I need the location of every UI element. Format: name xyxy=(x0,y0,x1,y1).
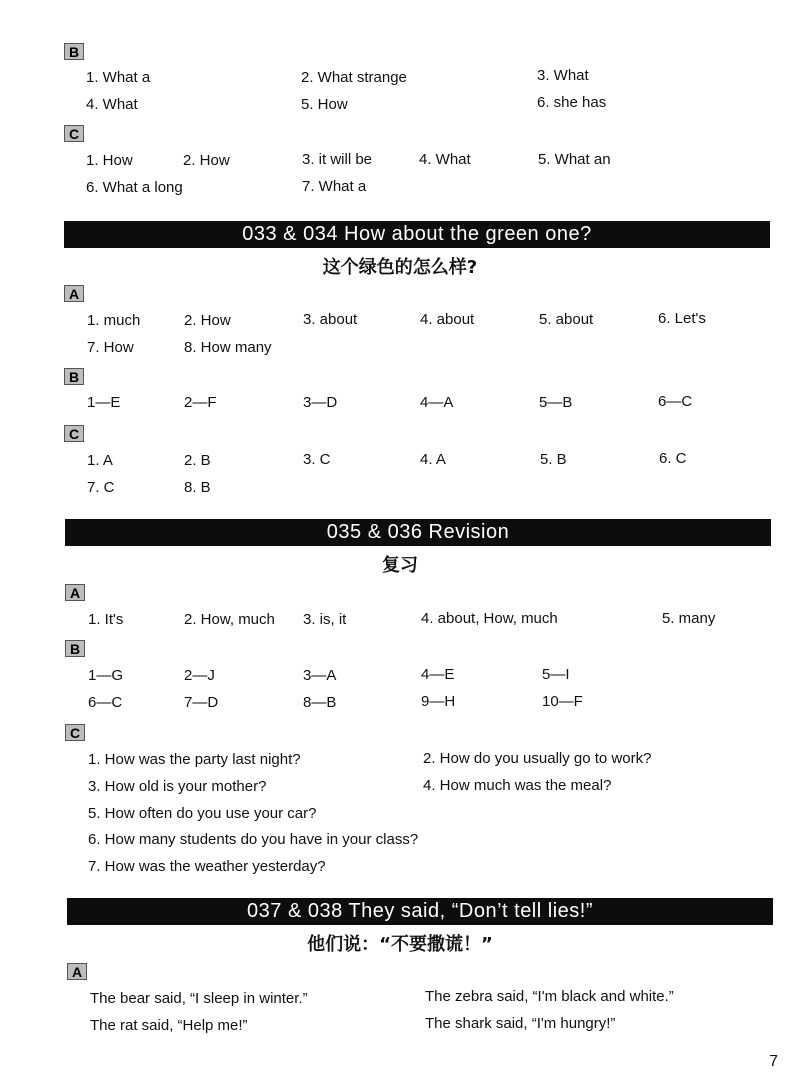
answer-item: 6. she has xyxy=(537,94,607,111)
answer-item: 4. How much was the meal? xyxy=(423,777,612,794)
answer-item: 1. What a xyxy=(86,69,151,86)
answer-item: 5. many xyxy=(662,610,716,627)
answer-item: 1. A xyxy=(87,452,113,469)
answer-item: The zebra said, “I'm black and white.” xyxy=(425,988,674,1005)
answer-item: 7—D xyxy=(184,694,219,711)
lesson-subtitle: 复习 xyxy=(382,555,418,576)
answer-item: 4—A xyxy=(420,394,454,411)
lesson-subtitle: 他们说：“不要撒谎！” xyxy=(307,934,493,955)
answer-item: 2. How xyxy=(184,312,231,329)
answer-item: 5. about xyxy=(539,311,594,328)
answer-item: 9—H xyxy=(421,693,456,710)
answer-item: 1. How xyxy=(86,152,133,169)
lesson-title-bar: 035 & 036 Revision xyxy=(65,519,771,546)
answer-item: 7. C xyxy=(87,479,115,496)
answer-item: 2—F xyxy=(184,394,217,411)
answer-item: 5. How xyxy=(301,96,348,113)
section-b-label: B xyxy=(64,368,84,385)
answer-item: The shark said, “I'm hungry!” xyxy=(425,1015,616,1032)
answer-item: 4. about, How, much xyxy=(421,610,558,627)
answer-item: 1. It's xyxy=(88,611,124,628)
answer-item: 4. What xyxy=(86,96,138,113)
section-c-label: C xyxy=(65,724,85,741)
answer-item: 3. What xyxy=(537,67,589,84)
answer-item: 10—F xyxy=(542,693,583,710)
answer-item: 2. What strange xyxy=(301,69,407,86)
answer-item: 5. How often do you use your car? xyxy=(88,805,317,822)
answer-item: 3. C xyxy=(303,451,331,468)
answer-item: 5—B xyxy=(539,394,573,411)
answer-item: The bear said, “I sleep in winter.” xyxy=(90,990,308,1007)
answer-item: 6—C xyxy=(658,393,693,410)
answer-item: 1. much xyxy=(87,312,141,329)
lesson-subtitle: 这个绿色的怎么样? xyxy=(322,257,478,278)
answer-item: 4—E xyxy=(421,666,455,683)
answer-item: The rat said, “Help me!” xyxy=(90,1017,248,1034)
answer-item: 3—A xyxy=(303,667,337,684)
answer-item: 6. What a long xyxy=(86,179,183,196)
lesson-title-bar: 033 & 034 How about the green one? xyxy=(64,221,770,248)
answer-item: 5—I xyxy=(542,666,570,683)
section-c-label: C xyxy=(64,425,84,442)
answer-item: 3. is, it xyxy=(303,611,347,628)
section-a-label: A xyxy=(67,963,87,980)
answer-item: 8. How many xyxy=(184,339,272,356)
answer-item: 1—G xyxy=(88,667,124,684)
answer-item: 7. What a xyxy=(302,178,367,195)
page-number: 7 xyxy=(769,1053,778,1070)
section-b-label: B xyxy=(65,640,85,657)
answer-item: 6. C xyxy=(659,450,687,467)
answer-item: 5. What an xyxy=(538,151,611,168)
answer-item: 2—J xyxy=(184,667,215,684)
section-b-label: B xyxy=(64,43,84,60)
answer-item: 3. How old is your mother? xyxy=(88,778,267,795)
answer-item: 2. B xyxy=(184,452,211,469)
answer-item: 6. Let's xyxy=(658,310,706,327)
section-a-label: A xyxy=(65,584,85,601)
section-a-label: A xyxy=(64,285,84,302)
answer-item: 2. How do you usually go to work? xyxy=(423,750,652,767)
answer-item: 3. it will be xyxy=(302,151,373,168)
section-c-label: C xyxy=(64,125,84,142)
answer-item: 3—D xyxy=(303,394,338,411)
answer-item: 8—B xyxy=(303,694,337,711)
answer-item: 6. How many students do you have in your class? xyxy=(88,831,419,848)
answer-item: 4. What xyxy=(419,151,471,168)
answer-item: 2. How, much xyxy=(184,611,275,628)
answer-item: 7. How xyxy=(87,339,134,356)
answer-item: 6—C xyxy=(88,694,123,711)
answer-item: 8. B xyxy=(184,479,211,496)
answer-item: 2. How xyxy=(183,152,230,169)
answer-item: 4. about xyxy=(420,311,475,328)
answer-item: 3. about xyxy=(303,311,358,328)
answer-item: 4. A xyxy=(420,451,446,468)
answer-item: 5. B xyxy=(540,451,567,468)
answer-item: 7. How was the weather yesterday? xyxy=(88,858,326,875)
answer-item: 1. How was the party last night? xyxy=(88,751,301,768)
lesson-title-bar: 037 & 038 They said, “Don’t tell lies!” xyxy=(67,898,773,925)
answer-item: 1—E xyxy=(87,394,121,411)
